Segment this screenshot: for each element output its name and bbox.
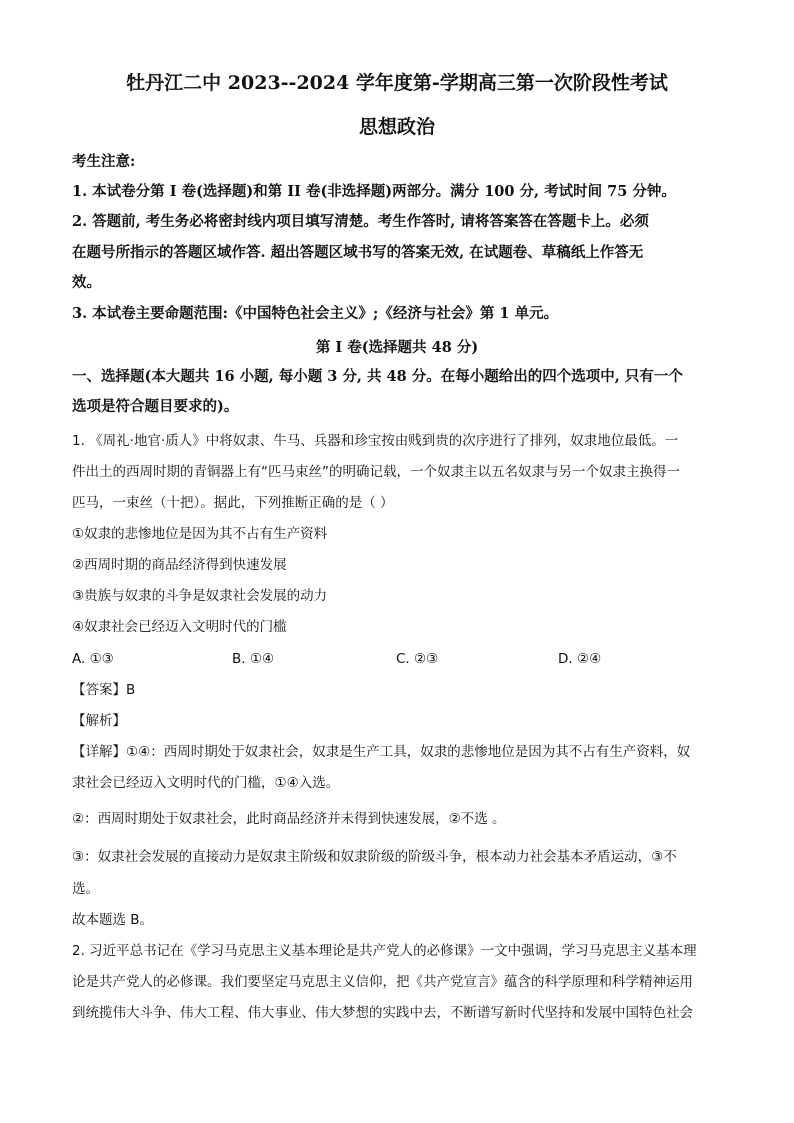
question-1-statement: ②西周时期的商品经济得到快速发展 (72, 557, 287, 573)
question-1-statement: ③贵族与奴隶的斗争是奴隶社会发展的动力 (72, 588, 328, 604)
notice-item: 在题号所指示的答题区域作答. 超出答题区域书写的答案无效, 在试题卷、草稿纸上作答无 (72, 244, 644, 261)
conclusion-text: 故本题选 B。 (72, 912, 154, 928)
question-1-text: 1. 《周礼·地官·质人》中将奴隶、牛马、兵器和珍宝按由贱到贵的次序进行了排列，奴隶地位最低。一 (72, 433, 679, 449)
notice-item: 1. 本试卷分第 I 卷(选择题)和第 II 卷(非选择题)两部分。满分 100 分, 考试时间 75 分钟。 (72, 183, 676, 200)
question-1-text: 匹马，一束丝（十把）。据此，下列推断正确的是（ ） (72, 495, 394, 511)
detail-text: 隶社会已经迈入文明时代的门槛，①④入选。 (72, 775, 340, 791)
analysis-label: 【解析】 (72, 713, 126, 729)
notice-item: 3. 本试卷主要命题范围:《中国特色社会主义》;《经济与社会》第 1 单元。 (72, 305, 559, 322)
notice-item: 效。 (72, 274, 101, 291)
notice-item: 2. 答题前, 考生务必将密封线内项目填写清楚。考生作答时, 请将答案答在答题卡上。必须 (72, 213, 649, 230)
detail-text: 【详解】①④：西周时期处于奴隶社会，奴隶是生产工具，奴隶的悲惨地位是因为其不占有生产资料，奴 (72, 744, 691, 760)
detail-text: ②：西周时期处于奴隶社会，此时商品经济并未得到快速发展，②不选 。 (72, 811, 506, 827)
question-2-text: 2. 习近平总书记在《学习马克思主义基本理论是共产党人的必修课》一文中强调，学习马克思主义基本理 (72, 943, 697, 959)
exam-title: 牡丹江二中 2023--2024 学年度第-学期高三第一次阶段性考试 (126, 72, 668, 94)
detail-text: 选。 (72, 881, 99, 897)
section-heading: 第 I 卷(选择题共 48 分) (315, 339, 479, 356)
detail-text: ③：奴隶社会发展的直接动力是奴隶主阶级和奴隶阶级的阶级斗争，根本动力社会基本矛盾运动，③不 (72, 849, 677, 865)
section-intro: 一、选择题(本大题共 16 小题, 每小题 3 分, 共 48 分。在每小题给出的四个选项中, 只有一个 (72, 368, 683, 385)
notice-heading: 考生注意: (72, 153, 136, 170)
question-2-text: 论是共产党人的必修课。我们要坚定马克思主义信仰，把《共产党宣言》蕴含的科学原理和科学精神运用 (72, 974, 693, 990)
question-1-text: 件出土的西周时期的青铜器上有“匹马束丝”的明确记载，一个奴隶主以五名奴隶与另一个奴隶主换得一 (72, 464, 680, 480)
option-c: C. ②③ (396, 651, 439, 667)
option-d: D. ②④ (558, 651, 602, 667)
question-1-statement: ①奴隶的悲惨地位是因为其不占有生产资料 (72, 526, 328, 542)
question-1-statement: ④奴隶社会已经迈入文明时代的门槛 (72, 619, 287, 635)
option-a: A. ①③ (72, 651, 114, 667)
option-b: B. ①④ (232, 651, 275, 667)
answer-label: 【答案】B (72, 682, 136, 698)
section-intro: 选项是符合题目要求的)。 (72, 398, 239, 415)
question-2-text: 到统揽伟大斗争、伟大工程、伟大事业、伟大梦想的实践中去，不断谱写新时代坚持和发展中国特色社会 (72, 1005, 693, 1021)
subject-title: 思想政治 (358, 116, 435, 138)
